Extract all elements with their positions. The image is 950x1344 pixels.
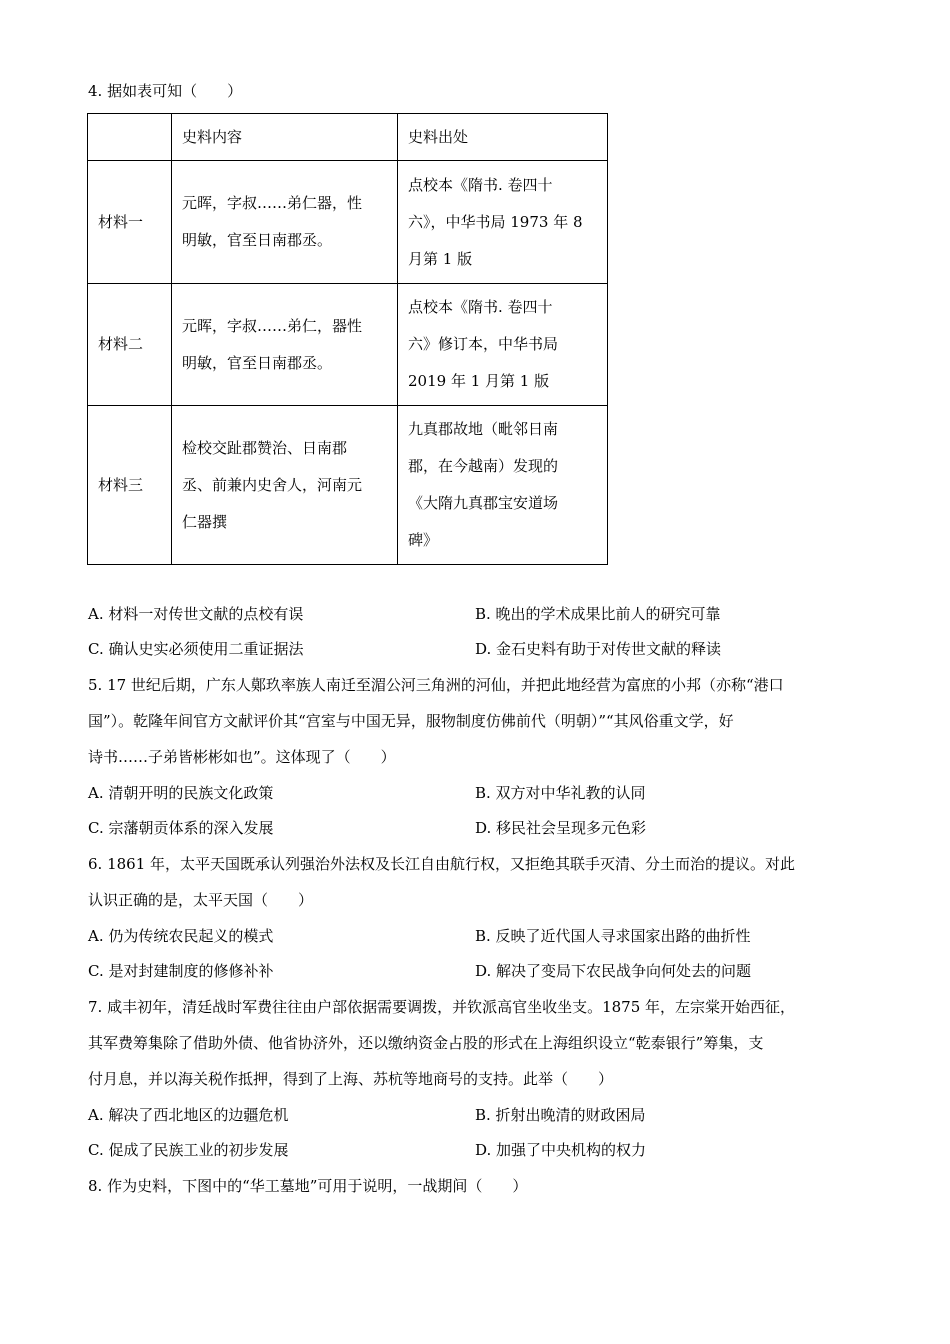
row-source xyxy=(398,406,608,565)
content-line: 元晖，字叔……弟仁，器性 xyxy=(182,316,363,335)
content-line: 元晖，字叔……弟仁器，性 xyxy=(182,194,363,212)
q6-option-c: C. 是对封建制度的修修补补 xyxy=(88,962,274,980)
content-line: 丞、前兼内史舍人，河南元 xyxy=(182,475,363,494)
q7-option-a: A. 解决了西北地区的边疆危机 xyxy=(88,1106,289,1124)
row-content xyxy=(172,161,398,284)
q7-option-d: D. 加强了中央机构的权力 xyxy=(475,1141,647,1159)
content-line: 仁器撰 xyxy=(182,512,228,531)
source-line: 六》，中华书局 1973 年 8 xyxy=(408,212,583,231)
q5-option-b: B. 双方对中华礼教的认同 xyxy=(475,784,646,802)
row-content xyxy=(172,406,398,565)
source-line: 点校本《隋书. 卷四十 xyxy=(408,298,553,316)
q4-option-c: C. 确认史实必须使用二重证据法 xyxy=(88,640,304,658)
q5-option-c: C. 宗藩朝贡体系的深入发展 xyxy=(88,819,274,837)
q6-stem-line-2: 认识正确的是，太平天国（ ） xyxy=(88,891,314,909)
row-source xyxy=(398,161,608,284)
q5-stem-line-2: 国”）。乾隆年间官方文献评价其“宫室与中国无异，服物制度仿佛前代（明朝）”“其风俗重文学，好 xyxy=(88,712,734,730)
q4-option-a: A. 材料一对传世文献的点校有误 xyxy=(88,605,304,623)
q7-stem-line-3: 付月息，并以海关税作抵押，得到了上海、苏杭等地商号的支持。此举（ ） xyxy=(88,1070,614,1088)
source-line: 碑》 xyxy=(408,531,439,549)
table-header-blank xyxy=(88,114,172,161)
q7-option-b: B. 折射出晚清的财政困局 xyxy=(475,1106,646,1124)
q7-stem-line-1: 7. 咸丰初年，清廷战时军费往往由户部依据需要调拨，并钦派高官坐收坐支。1875 年，左宗棠开始西征， xyxy=(88,998,796,1016)
q5-option-a: A. 清朝开明的民族文化政策 xyxy=(88,784,274,802)
source-line: 2019 年 1 月第 1 版 xyxy=(408,372,550,390)
q5-stem-line-1: 5. 17 世纪后期，广东人鄚玖率族人南迁至湄公河三角洲的河仙，并把此地经营为富庶的小邦（亦称“港口 xyxy=(88,676,784,694)
q4-option-d: D. 金石史料有助于对传世文献的释读 xyxy=(475,640,722,658)
table-row xyxy=(88,406,608,565)
row-source xyxy=(398,284,608,406)
row-content xyxy=(172,284,398,406)
source-line: 九真郡故地（毗邻日南 xyxy=(408,420,559,438)
row-label: 材料三 xyxy=(88,406,172,565)
row-label: 材料一 xyxy=(88,161,172,284)
q7-stem-line-2: 其军费筹集除了借助外债、他省协济外，还以缴纳资金占股的形式在上海组织设立“乾泰银行”筹集，支 xyxy=(88,1034,764,1052)
source-line: 月第 1 版 xyxy=(408,249,473,268)
source-line: 六》修订本，中华书局 xyxy=(408,335,559,353)
content-line: 明敏，官至日南郡丞。 xyxy=(182,353,333,372)
table-row xyxy=(88,161,608,284)
source-line: 郡，在今越南）发现的 xyxy=(408,457,559,475)
source-table xyxy=(87,113,608,565)
q7-option-c: C. 促成了民族工业的初步发展 xyxy=(88,1141,289,1159)
source-line: 《大隋九真郡宝安道场 xyxy=(408,494,559,512)
table-header-content: 史料内容 xyxy=(172,114,398,161)
content-line: 检校交趾郡赞治、日南郡 xyxy=(182,438,348,457)
q5-stem-line-3: 诗书……子弟皆彬彬如也”。这体现了（ ） xyxy=(88,748,396,766)
q6-option-a: A. 仍为传统农民起义的模式 xyxy=(88,927,274,945)
q4-stem: 4. 据如表可知（ ） xyxy=(88,82,243,100)
table-row xyxy=(88,284,608,406)
q4-option-b: B. 晚出的学术成果比前人的研究可靠 xyxy=(475,605,721,623)
source-line: 点校本《隋书. 卷四十 xyxy=(408,175,553,194)
table-header-row xyxy=(88,114,608,161)
q6-option-b: B. 反映了近代国人寻求国家出路的曲折性 xyxy=(475,927,751,945)
q8-stem: 8. 作为史料，下图中的“华工墓地”可用于说明，一战期间（ ） xyxy=(88,1177,528,1195)
q6-stem-line-1: 6. 1861 年，太平天国既承认列强治外法权及长江自由航行权，又拒绝其联手灭清、分土而治的提议。对此 xyxy=(88,855,796,873)
row-label: 材料二 xyxy=(88,284,172,406)
q5-option-d: D. 移民社会呈现多元色彩 xyxy=(475,819,647,837)
q6-option-d: D. 解决了变局下农民战争向何处去的问题 xyxy=(475,962,752,980)
content-line: 明敏，官至日南郡丞。 xyxy=(182,231,333,249)
table-header-source: 史料出处 xyxy=(398,114,608,161)
